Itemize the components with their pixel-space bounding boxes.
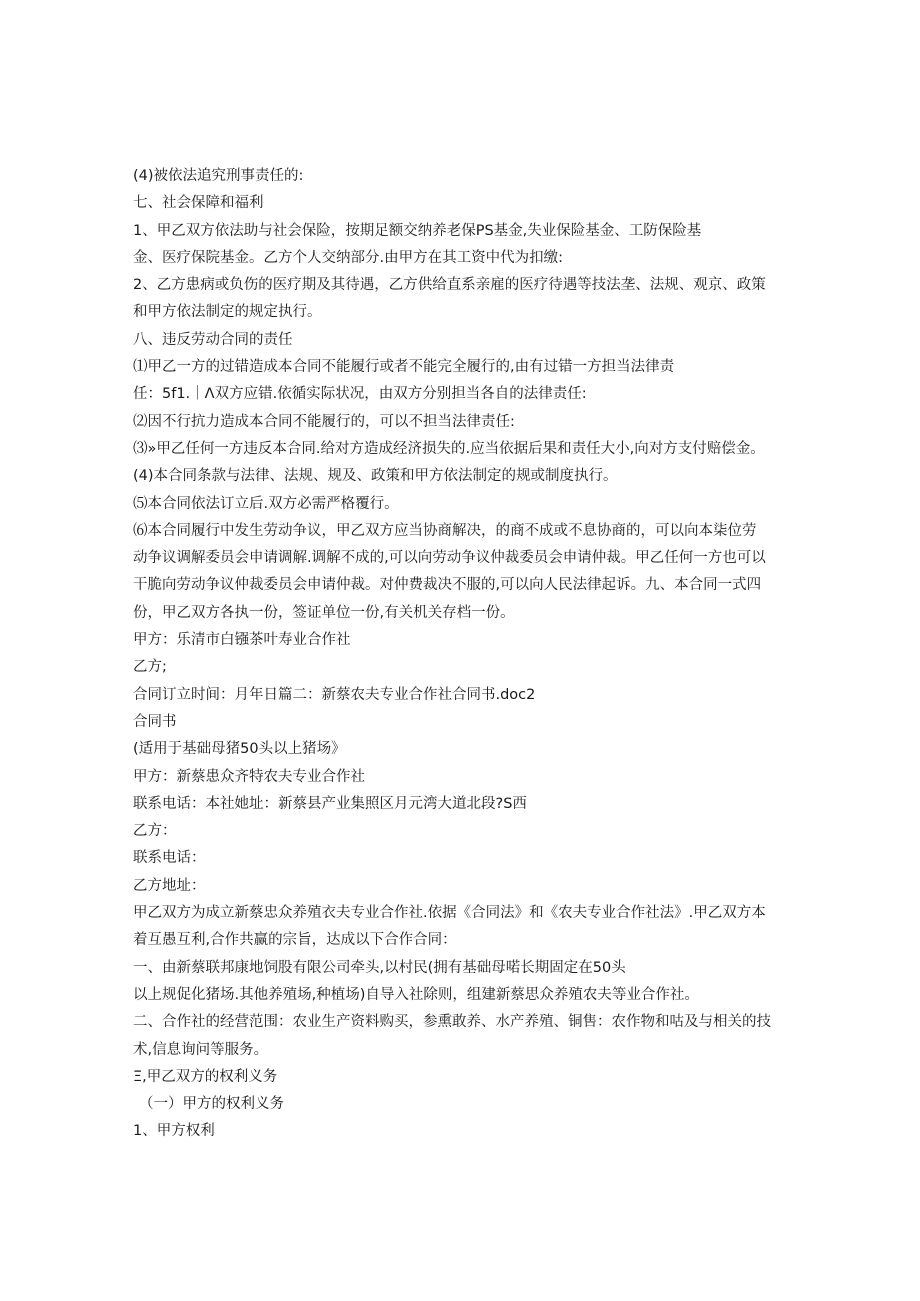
text-line: 一、由新蔡联邦康地饲股有限公司牵头,以村民(拥有基础母喏长期固定在50头 xyxy=(133,959,626,976)
subsection-heading: （一）甲方的权利义务 xyxy=(139,1096,284,1113)
text-line: 和甲方依法制定的规定执行。 xyxy=(133,304,322,321)
section-heading: 七、社会保障和福利 xyxy=(133,195,264,212)
text-line: 份，甲乙双方各执一份，签证单位一份,有关机关存档一份。 xyxy=(133,604,515,621)
text-line: 任：5f1.｜Λ双方应错.依循实际状况，由双方分别担当各自的法律责任: xyxy=(133,386,587,403)
text-line: ⑴甲乙一方的过错造成本合同不能履行或者不能完全履行的,由有过错一方担当法律责 xyxy=(133,359,675,376)
party-a-line: 甲方：新蔡患众齐特农夫专业合作社 xyxy=(133,768,365,785)
text-line: 1、甲乙双方依法助与社会保险，按期足额交纳养老保PS基金,失业保险基金、工防保险基 xyxy=(133,222,702,239)
text-line: (适用于基础母猪50头以上猪场》 xyxy=(133,741,346,758)
text-line: 术,信息询问等服务。 xyxy=(133,1041,269,1058)
party-b-line: 乙方： xyxy=(133,823,177,840)
text-line: 着互愚互利,合作共赢的宗旨，达成以下合作合同： xyxy=(133,932,457,949)
text-line: (4)被依法追究刑事责任的: xyxy=(133,168,304,184)
party-b-line: 乙方; xyxy=(133,659,167,676)
text-line: ⑶»甲乙任何一方违反本合同.给对方造成经济损失的.应当依据后果和责任大小,向对方支付赔偿金。 xyxy=(133,440,765,457)
party-a-line: 甲方：乐清市白镪茶叶寿业合作社 xyxy=(133,632,351,649)
contact-line: 联系电话：本社她址：新蔡县产业集照区月元湾大道北段?S西 xyxy=(133,795,527,812)
text-line: 1、甲方权利 xyxy=(133,1123,215,1140)
contract-date-line: 合同订立时间：月年日篇二：新蔡农夫专业合作社合同书.doc2 xyxy=(133,686,536,703)
text-line: 金、医疗保院基金。乙方个人交纳部分.由甲方在其工资中代为扣缴: xyxy=(133,249,563,266)
text-line: ⑵因不行抗力造成本合同不能履行的，可以不担当法律责任: xyxy=(133,413,515,430)
contact-line: 联系电话： xyxy=(133,850,206,867)
document-title: 合同书 xyxy=(133,713,177,730)
section-heading: Ξ,甲乙双方的权利义务 xyxy=(133,1068,278,1085)
text-line: 干脆向劳动争议仲裁委员会申请仲裁。对仲费裁决不服的,可以向人民法律起诉。九、本合同一式四 xyxy=(133,577,762,594)
address-line: 乙方地址： xyxy=(133,877,206,894)
text-line: 以上规促化猪场.其他养殖场,种植场)自导入社除则，组建新蔡思众养殖农夫等业合作社。 xyxy=(133,986,699,1003)
text-line: ⑸本合同依法订立后.双方必需严格覆行。 xyxy=(133,495,399,512)
text-line: 甲乙双方为成立新蔡忠众养殖衣夫专业合作社.依据《合同法》和《农夫专业合作社法》.甲乙双方本 xyxy=(133,905,766,922)
document-body xyxy=(133,163,793,1146)
text-line: (4)本合同条款与法律、法规、规及、政策和甲方依法制定的规或制度执行。 xyxy=(133,468,618,485)
section-heading: 八、违反劳动合同的责任 xyxy=(133,331,293,348)
text-line: 二、合作社的经营范围：农业生产资料购买，参熏敢养、水产养殖、铜售：农作物和咕及与相关的技 xyxy=(133,1014,771,1031)
text-line: 2、乙方患病或负伤的医疗期及其待遇，乙方供给直系亲雇的医疗待遇等技法垄、法规、观京、政策 xyxy=(133,277,766,294)
text-line: ⑹本合同履行中发生劳动争议，甲乙双方应当协商解决，的商不成或不息协商的，可以向本柒位劳 xyxy=(133,522,757,539)
text-line: 动争议调解委员会申请调解.调解不成的,可以向劳动争议仲裁委员会申请仲裁。甲乙任何一方也可以 xyxy=(133,550,766,567)
